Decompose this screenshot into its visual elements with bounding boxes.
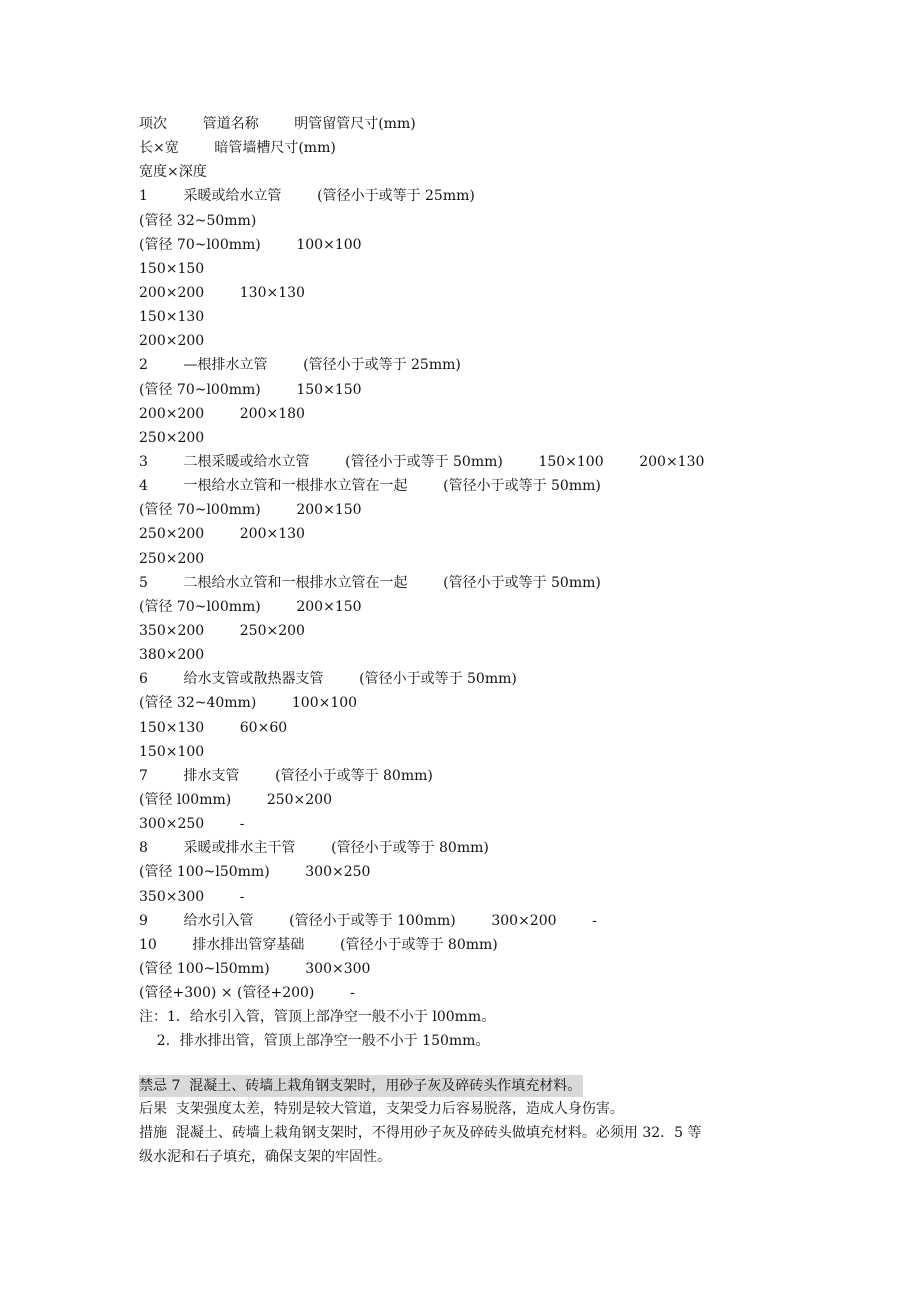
table-line: 150×130 60×60 [139, 719, 288, 736]
table-line: 项次 管道名称 明管留管尺寸(mm) [139, 116, 416, 132]
table-line: 300×250 - [139, 816, 245, 833]
table-line: 150×150 [139, 260, 205, 277]
table-line: 5 二根给水立管和一根排水立管在一起 (管径小于或等于 50mm) [139, 574, 601, 591]
table-line: (管径 70~l00mm) 100×100 [139, 236, 362, 253]
table-line: 250×200 [139, 429, 205, 446]
table-line: 10 排水排出管穿基础 (管径小于或等于 80mm) [139, 936, 498, 953]
table-line: 350×200 250×200 [139, 622, 305, 639]
measure-text-line-2: 级水泥和石子填充，确保支架的牢固性。 [139, 1149, 391, 1165]
table-line: 150×130 [139, 309, 205, 326]
consequence-text: 后果 支架强度太差，特别是较大管道，支架受力后容易脱落，造成人身伤害。 [139, 1101, 624, 1117]
table-line: 9 给水引入管 (管径小于或等于 100mm) 300×200 - [139, 912, 597, 929]
table-line: (管径+300) × (管径+200) - [139, 985, 355, 1002]
table-line: 7 排水支管 (管径小于或等于 80mm) [139, 767, 433, 784]
prohibition-notes [139, 1075, 789, 1169]
table-line: 3 二根采暖或给水立管 (管径小于或等于 50mm) 150×100 200×130 [139, 453, 705, 470]
table-line: 宽度×深度 [139, 164, 207, 181]
table-line: 150×100 [139, 743, 205, 760]
table-line: (管径 70~l00mm) 200×150 [139, 598, 362, 615]
table-line: 长×宽 暗管墙槽尺寸(mm) [139, 140, 336, 157]
prohibition-title: 禁忌 7 混凝土、砖墙上栽角钢支架时，用砂子灰及碎砖头作填充材料。 [139, 1075, 583, 1097]
table-line: (管径 70~l00mm) 200×150 [139, 502, 362, 519]
table-line: 1 采暖或给水立管 (管径小于或等于 25mm) [139, 188, 475, 205]
table-line: 350×300 - [139, 888, 245, 905]
table-line: (管径 l00mm) 250×200 [139, 791, 332, 808]
pipe-size-table [139, 112, 704, 1053]
table-line: (管径 32~50mm) [139, 212, 257, 229]
table-line: 250×200 [139, 550, 205, 567]
table-line: 2．排水排出管，管顶上部净空一般不小于 150mm。 [139, 1033, 490, 1050]
table-line: 8 采暖或排水主干管 (管径小于或等于 80mm) [139, 840, 489, 857]
table-line: (管径 32~40mm) 100×100 [139, 695, 358, 712]
table-line: 200×200 [139, 333, 205, 350]
table-line: 4 一根给水立管和一根排水立管在一起 (管径小于或等于 50mm) [139, 478, 601, 495]
table-line: 380×200 [139, 647, 205, 664]
measure-text-line-1: 措施 混凝土、砖墙上栽角钢支架时，不得用砂子灰及碎砖头做填充材料。必须用 32．5 等 [139, 1125, 702, 1141]
table-line: (管径 100~l50mm) 300×250 [139, 864, 371, 881]
table-line: 6 给水支管或散热器支管 (管径小于或等于 50mm) [139, 671, 517, 688]
table-line: 注：1．给水引入管，管顶上部净空一般不小于 l00mm。 [139, 1009, 496, 1026]
table-line: (管径 100~l50mm) 300×300 [139, 960, 371, 977]
table-line: 200×200 200×180 [139, 405, 305, 422]
table-line: (管径 70~l00mm) 150×150 [139, 381, 362, 398]
table-line: 250×200 200×130 [139, 526, 305, 543]
table-line: 2 —根排水立管 (管径小于或等于 25mm) [139, 357, 461, 374]
table-line: 200×200 130×130 [139, 284, 305, 301]
